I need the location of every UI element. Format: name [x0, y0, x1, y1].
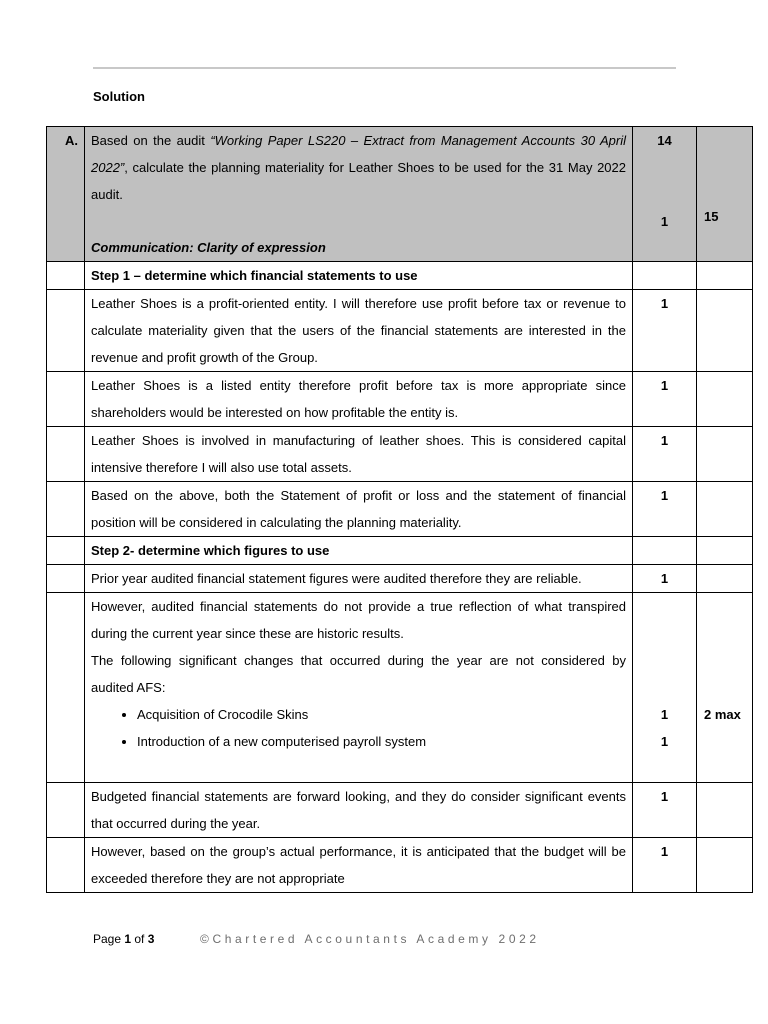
table-row	[47, 783, 753, 838]
communication-label: Communication: Clarity of expression	[91, 240, 326, 255]
page-prefix: Page	[93, 932, 125, 946]
row-text-b: The following significant changes that occurred during the year are not considered by audited AFS:	[91, 653, 626, 695]
question-text	[85, 127, 633, 262]
row-mark: 1	[633, 565, 697, 593]
row-total-label: 2 max	[704, 707, 741, 722]
table-row	[47, 262, 753, 290]
row-total	[697, 593, 753, 783]
table-row	[47, 838, 753, 893]
row-mark	[633, 593, 697, 783]
list-item: • Introduction of a new computerised payroll system	[137, 728, 626, 755]
row-mark: 1	[633, 427, 697, 482]
marks-main: 14	[657, 133, 672, 148]
row-mark: 1	[633, 783, 697, 838]
total-marks: 15	[704, 209, 719, 224]
bullet-mark: 1	[660, 734, 669, 749]
table-row	[47, 565, 753, 593]
page-total: 3	[147, 932, 155, 946]
step-heading: Step 1 – determine which financial statements to use	[85, 262, 633, 290]
row-text: Leather Shoes is a listed entity therefore profit before tax is more appropriate since shareholders would be interested on how profitable the entity is.	[85, 372, 633, 427]
row-text: However, based on the group’s actual performance, it is anticipated that the budget will be exceeded therefore they are not appropriate	[85, 838, 633, 893]
solution-table	[46, 126, 753, 893]
header-rule	[93, 67, 676, 69]
table-row	[47, 593, 753, 783]
bullet-mark: 1	[660, 707, 669, 722]
question-label: A.	[47, 127, 85, 262]
question-text-pre: Based on the audit	[91, 133, 211, 148]
page-mid: of	[131, 932, 148, 946]
row-text: Leather Shoes is a profit-oriented entity. I will therefore use profit before tax or revenue to calculate materiality given that the users of the financial statements are interested in the revenue and profit growth of the Group.	[85, 290, 633, 372]
list-item: • Acquisition of Crocodile Skins	[137, 701, 626, 728]
table-row	[47, 537, 753, 565]
question-total	[697, 127, 753, 262]
copyright: ©Chartered Accountants Academy 2022	[200, 932, 540, 946]
row-mark: 1	[633, 838, 697, 893]
row-text: Leather Shoes is involved in manufacturing of leather shoes. This is considered capital intensive therefore I will also use total assets.	[85, 427, 633, 482]
table-row	[47, 372, 753, 427]
question-text-italic: “Working Paper LS220 – Extract from Management Accounts 30 April 2022”	[91, 133, 626, 175]
bullet-list	[91, 701, 626, 755]
row-text	[85, 593, 633, 783]
page-title: Solution	[93, 89, 145, 104]
row-text: Based on the above, both the Statement of profit or loss and the statement of financial position will be considered in calculating the planning materiality.	[85, 482, 633, 537]
row-text-a: However, audited financial statements do not provide a true reflection of what transpired during the current year since these are historic results.	[91, 599, 626, 641]
step-heading: Step 2- determine which figures to use	[85, 537, 633, 565]
marks-communication: 1	[660, 214, 669, 229]
row-text: Budgeted financial statements are forward looking, and they do consider significant events that occurred during the year.	[85, 783, 633, 838]
question-text-post: , calculate the planning materiality for Leather Shoes to be used for the 31 May 2022 audit.	[91, 160, 626, 202]
question-marks	[633, 127, 697, 262]
table-row	[47, 290, 753, 372]
row-mark: 1	[633, 482, 697, 537]
question-row	[47, 127, 753, 262]
table-row	[47, 482, 753, 537]
table-row	[47, 427, 753, 482]
row-text: Prior year audited financial statement figures were audited therefore they are reliable.	[85, 565, 633, 593]
page-current: 1	[124, 932, 132, 946]
row-mark: 1	[633, 372, 697, 427]
row-mark: 1	[633, 290, 697, 372]
page-number	[93, 932, 154, 946]
